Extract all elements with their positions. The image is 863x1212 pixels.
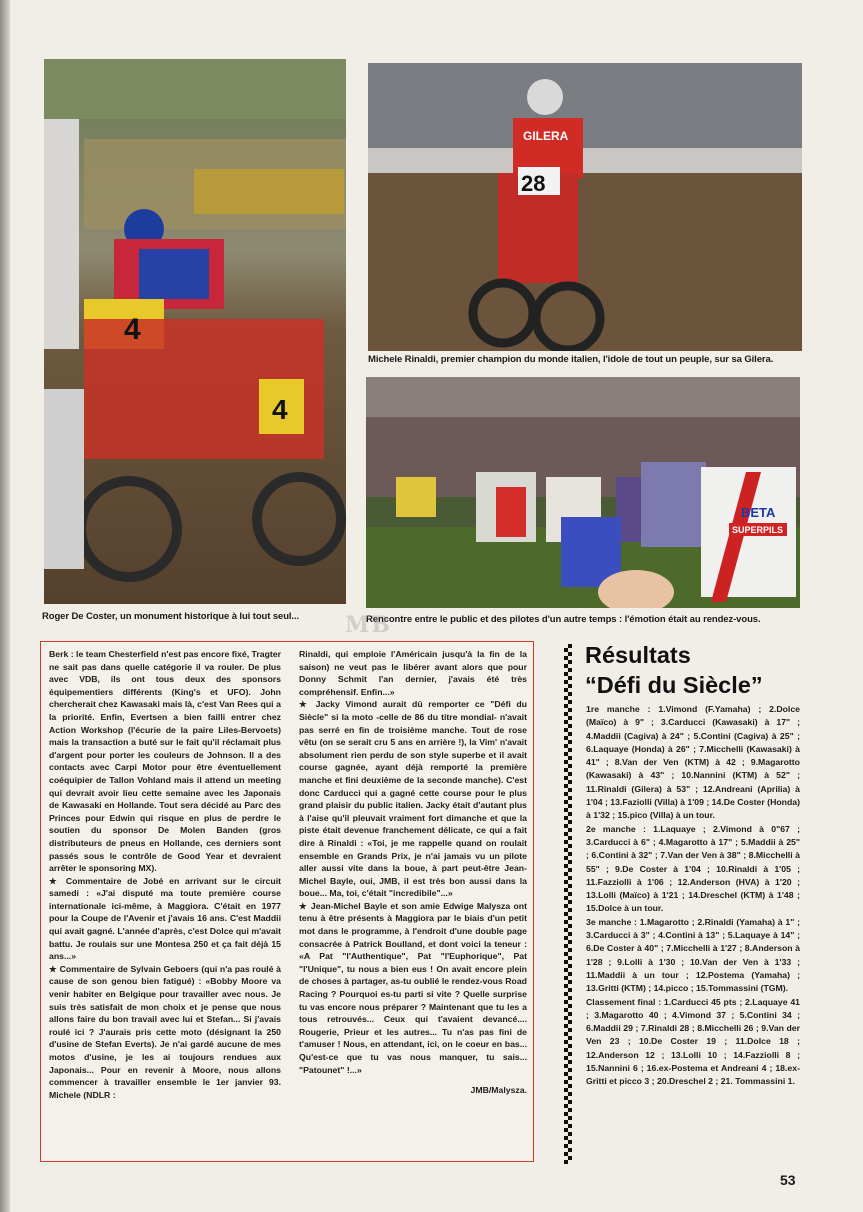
number-plate-rinaldi: 28 <box>521 171 546 196</box>
photo-rencontre-public <box>366 377 800 608</box>
watermark: MB <box>345 612 392 638</box>
caption-rencontre: Rencontre entre le public et des pilotes d'un autre temps : l'émotion était au rendez-vous. <box>366 614 761 625</box>
page-binding-edge <box>0 0 10 1212</box>
checkered-flag-border <box>564 644 572 1164</box>
article-column-1 <box>49 648 281 1101</box>
results-paragraph: 3e manche : 1.Magarotto ; 2.Rinaldi (Yamaha) à 1" ; 3.Carducci à 3" ; 4.Contini à 13" ; 5.Laquaye à 14" ; 6.De Coster à 40" ; 7.Micchelli à 1'27 ; 8.Anderson à 1'28 ; 9.Lolli à 1'30 ; 10.Van der Ven à 1'33 ; 11.Maddii à un tour ; 12.Postema (Yamaha) ; 13.Gritti (KTM) ; 14.picco ; 15.Tommassini (TGM). <box>586 916 800 994</box>
article-paragraph: ★ Commentaire de Sylvain Geboers (qui n'a pas roulé à cause de son genou bien fatigué) : «Bobby Moore va venir habiter en Belgique pour travailler avec nous. Je suis très satisfait de mon choix et je pense que nous allons faire du bon travail avec lui et Stefan... Si j'avais roulé ici ? J'aurais pris cette moto (désignant la 250 d'usine de Stefan Everts). Je n'ai gardé aucune de mes motos d'usine, je les ai toujours rendues aux Japonais... Pour en revenir à Moore, nous allons commencer à travailler ensemble le 1er janvier 93. Michele (NDLR : <box>49 963 281 1100</box>
article-paragraph: Rinaldi, qui emploie l'Américain jusqu'à la fin de la saison) ne veut pas le libérer avant alors que pour Donny Schmit l'an dernier, j'avais été très compréhensif. Enfin...» <box>299 649 527 697</box>
caption-rinaldi: Michele Rinaldi, premier champion du monde italien, l'idole de tout un peuple, sur sa Gilera. <box>368 354 774 365</box>
article-paragraph: ★ Commentaire de Jobé en arrivant sur le circuit samedi : «J'ai disputé ma toute première course internationale ici-même, à Maggiora. C'était en 1977 pour la Coupe de l'Avenir et j'avais 16 ans. C'est Maddii qui avait gagné. L'année d'après, c'est Dolce qui m'avait battu. Je roulais sur une Montesa 250 et ça fait déjà 15 ans...» <box>49 875 281 962</box>
results-title-line1: Résultats <box>585 642 691 668</box>
article-paragraph: Berk : le team Chesterfield n'est pas encore fixé, Tragter ne sait pas dans quelle catégorie il va rouler. De plus avec VDB, ils ont tous deux des sponsors équipementiers différents (King's et UFO). John chercherait chez Kawasaki mais là, c'est Van Rees qui a la priorité. Enfin, Evertsen a bien failli entrer chez Action Workshop (l'écurie de la paire Liles-Bervoets) mais la transaction a buté sur le fait qu'il réclamait plus d'argent pour porter les couleurs de Johnson. Il a des contacts avec Carpi Motor pour être éventuellement coéquipier de Tallon Vohland mais il attend un meeting qui devrait avoir lieu cette semaine avec les Japonais de Kawasaki en Hollande. Tout sera décidé au Parc des Princes pour Edwin qui risque en plus de perdre le soutien du sponsor De Molen Banden (gros distributeurs de pneus en Hollande, ces derniers sont passés sous le contrôle de Good Year et devraient arrêter le sponsoring MX). <box>49 649 281 874</box>
results-paragraph: Classement final : 1.Carducci 45 pts ; 2.Laquaye 41 ; 3.Magarotto 40 ; 4.Vimond 37 ; 5.Contini 34 ; 6.Maddii 29 ; 7.Rinaldi 28 ; 8.Micchelli 26 ; 9.Van der Ven 23 ; 10.De Coster 19 ; 11.Dolce 18 ; 12.Anderson 12 ; 13.Lolli 10 ; 14.Fazziolli 8 ; 15.Nannini 6 ; 16.ex-Postema et Andreani 4 ; 18.ex-Gritti et picco 3 ; 20.Dreschel 2 ; 21. Tommassini 1. <box>586 996 800 1087</box>
photo-roger-de-coster <box>44 59 346 604</box>
results-paragraph: 2e manche : 1.Laquaye ; 2.Vimond à 0"67 ; 3.Carducci à 6" ; 4.Magarotto à 17" ; 5.Maddii à 25" ; 6.Contini à 32" ; 7.Van der Ven à 38" ; 8.Micchelli à 55" ; 9.De Coster à 1'04 ; 10.Rinaldi à 1'05 ; 11.Fazziolli à 1'06 ; 12.Anderson (HVA) à 1'20 ; 13.Lolli (Maïco) à 1'21 ; 14.Dreschel (KTM) à 1'48 ; 15.Dolce à un tour. <box>586 823 800 914</box>
results-title <box>585 640 815 700</box>
article-column-2 <box>299 648 527 1097</box>
article-box <box>40 641 534 1162</box>
beta-shirt-logo: BETA <box>741 505 776 520</box>
results-body <box>586 703 800 1089</box>
page-number: 53 <box>780 1172 796 1188</box>
number-plate-side: 4 <box>272 394 288 425</box>
photo-rinaldi-gilera <box>368 63 802 351</box>
jersey-text: GILERA <box>523 129 569 143</box>
results-title-line2: “Défi du Siècle” <box>585 672 763 698</box>
article-paragraph: ★ Jacky Vimond aurait dû remporter ce "Défi du Siècle" si la moto -celle de 86 du titre mondial- n'avait pas serré en fin de troisième manche. Tout de rose vêtu (on se serait cru 5 ans en arrière !), la Vim' n'avait absolument rien perdu de son style superbe et il avait course gagnée, ayant déjà remporté la première manche et fini deuxième de la seconde manche). C'est donc Carducci qui a gagné cette course pour le plus grand plaisir du public italien. Jacky était d'autant plus à l'aise qu'il pleuvait vraiment fort dimanche et que la piste était devenue franchement délicate, ce qui a fait dire à Rinaldi : «Toi, je me rappelle quand on roulait ensemble en Grands Prix, je n'ai jamais vu un pilote aller aussi vite dans la boue, à part peut-être Jean-Michel Bayle, oui, JMB, il est très bon aussi dans la boue... Ma, toi, c'était "incredibile"...» <box>299 699 527 899</box>
results-paragraph: 1re manche : 1.Vimond (F.Yamaha) ; 2.Dolce (Maïco) à 9" ; 3.Carducci (Kawasaki) à 17" ; 4.Maddii (Cagiva) à 24" ; 5.Contini (Cagiva) à 25" ; 6.Laquaye (Honda) à 26" ; 7.Micchelli (Kawasaki) à 41" ; 8.Van der Ven (KTM) à 42 ; 9.Magarotto (Kawasaki) à 43" ; 10.Nannini (KTM) à 52" ; 11.Rinaldi (Gilera) à 53" ; 12.Andreani (Aprilia) à 1'04 ; 13.Faziolli (Villa) à 1'09 ; 14.De Coster (Honda) à 1'32 ; 15.pico (Villa) à un tour. <box>586 704 800 821</box>
article-paragraph: ★ Jean-Michel Bayle et son amie Edwige Malysza ont tenu à être présents à Maggiora par le biais d'un petit mot dans le programme, à l'endroit d'une double page consacrée à Patrick Boulland, et dont voici la teneur : «A Pat "l'Authentique", Pat "l'Euphorique", Pat "l'Unique", tu nous a bien eus ! On avait encore plein de choses à partager, as-tu oublié le rendez-vous Road Racing ? Pourquoi es-tu parti si vite ? Quelle surprise tu vas encore nous préparer ? Maintenant que tu les a tous retrouvés... Ceux qui t'avaient devancé.... Rougerie, Prieur et les autres... Tu n'as pas fini de t'amuser ! Nous, en attendant, ici, on le coeur en bas... Qu'est-ce que tu vas nous manquer, tu sais... "Patounet" !...» <box>299 900 527 1075</box>
number-plate-front: 4 <box>124 313 141 346</box>
superpils-logo: SUPERPILS <box>732 525 784 535</box>
article-signature: JMB/Malysza. <box>470 1085 527 1096</box>
caption-de-coster: Roger De Coster, un monument historique à lui tout seul... <box>42 611 300 622</box>
